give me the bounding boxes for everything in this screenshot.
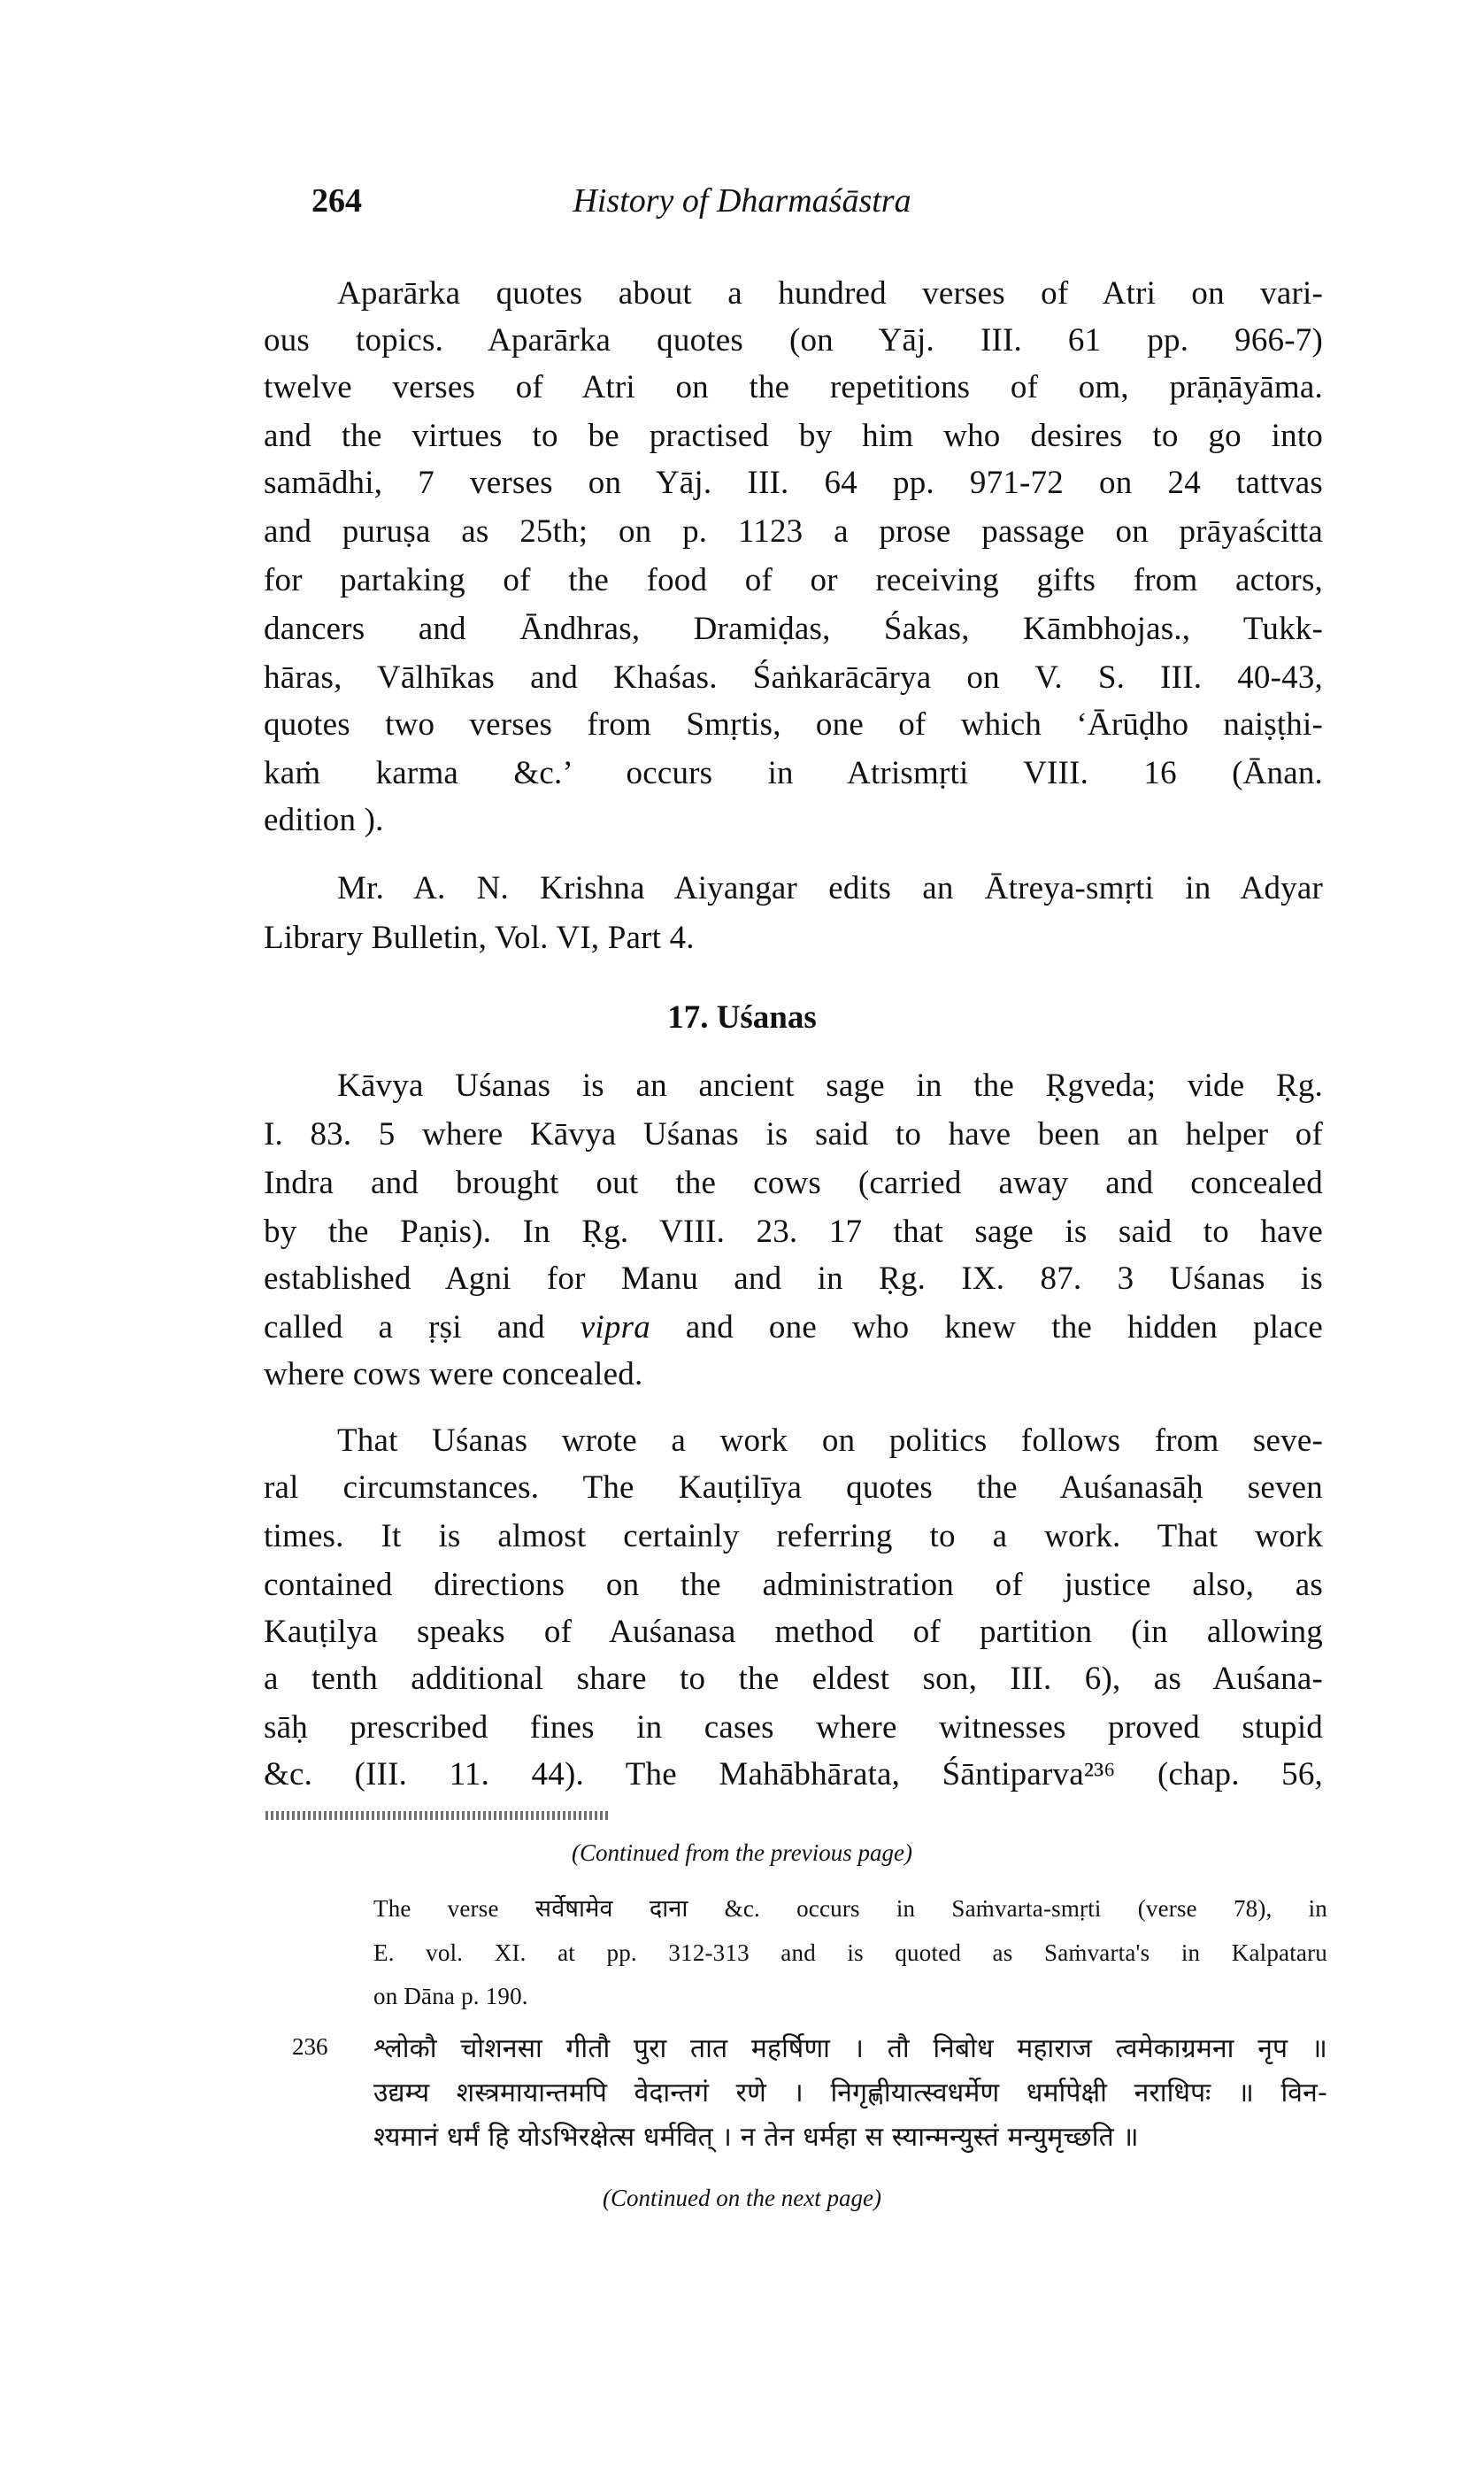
- footnote-line: E. vol. XI. at pp. 312-313 and is quoted as Saṁvarta's in Kalpataru: [373, 1939, 1327, 1966]
- footnote-236-line: श्यमानं धर्मं हि योऽभिरक्षेत्स धर्मवित् । न तेन धर्महा स स्यान्मन्युस्तं मन्युमृच्छति ॥: [373, 2122, 1139, 2153]
- paragraph-4-line: times. It is almost certainly referring to a work. That work: [264, 1518, 1323, 1554]
- italic-term: vipra: [580, 1309, 650, 1345]
- section-heading: 17. Uśanas: [667, 999, 817, 1036]
- paragraph-1-line: samādhi, 7 verses on Yāj. III. 64 pp. 971-72 on 24 tattvas: [264, 465, 1323, 501]
- paragraph-4-line: sāḥ prescribed fines in cases where witnesses proved stupid: [264, 1709, 1323, 1746]
- paragraph-4-line: Kauṭilya speaks of Auśanasa method of partition (in allowing: [264, 1614, 1323, 1650]
- footnote-divider: [265, 1811, 611, 1820]
- paragraph-3-line: I. 83. 5 where Kāvya Uśanas is said to have been an helper of: [264, 1116, 1323, 1153]
- footnote-236-line: उद्यम्य शस्त्रमायान्तमपि वेदान्तगं रणे । निगृह्णीयात्स्वधर्मेण धर्मापेक्षी नराधिपः ॥ विन-: [373, 2078, 1327, 2109]
- running-title: History of Dharmaśāstra: [573, 182, 911, 220]
- paragraph-3-line: Kāvya Uśanas is an ancient sage in the Ṛgveda; vide Ṛg.: [337, 1068, 1323, 1104]
- text-segment: and one who knew the hidden place: [650, 1309, 1323, 1345]
- paragraph-3-line: [264, 1308, 1323, 1347]
- paragraph-4-line: &c. (III. 11. 44). The Mahābhārata, Śāntiparva²³⁶ (chap. 56,: [264, 1756, 1323, 1792]
- paragraph-1-line: quotes two verses from Smṛtis, one of which ‘Ārūḍho naiṣṭhi-: [264, 706, 1323, 743]
- paragraph-3-line: Indra and brought out the cows (carried away and concealed: [264, 1165, 1323, 1201]
- text-segment: called a ṛṣi and: [264, 1309, 581, 1345]
- footnote-line: on Dāna p. 190.: [373, 1983, 528, 2009]
- paragraph-3-line: where cows were concealed.: [264, 1356, 643, 1392]
- paragraph-1-line: dancers and Āndhras, Dramiḍas, Śakas, Kāmbhojas., Tukk-: [264, 611, 1323, 647]
- paragraph-1-line: twelve verses of Atri on the repetitions of om, prāṇāyāma.: [264, 369, 1323, 405]
- paragraph-1-line: and the virtues to be practised by him who desires to go into: [264, 418, 1323, 454]
- paragraph-3-line: established Agni for Manu and in Ṛg. IX. 87. 3 Uśanas is: [264, 1260, 1323, 1297]
- paragraph-4-line: contained directions on the administration of justice also, as: [264, 1567, 1323, 1603]
- footnote-number-236: 236: [292, 2033, 328, 2060]
- paragraph-4-line: ral circumstances. The Kauṭilīya quotes the Auśanasāḥ seven: [264, 1469, 1323, 1506]
- paragraph-4-line: That Uśanas wrote a work on politics follows from seve-: [337, 1422, 1323, 1459]
- paragraph-1-line: kaṁ karma &c.’ occurs in Atrismṛti VIII. 16 (Ānan.: [264, 755, 1323, 791]
- paragraph-1-line: edition ).: [264, 802, 384, 838]
- footnote-line: The verse सर्वेषामेव दाना &c. occurs in Saṁvarta-smṛti (verse 78), in: [373, 1895, 1327, 1922]
- page-number: 264: [311, 182, 362, 220]
- paragraph-1-line: Aparārka quotes about a hundred verses of Atri on vari-: [337, 275, 1323, 312]
- paragraph-2-line: Mr. A. N. Krishna Aiyangar edits an Ātreya-smṛti in Adyar: [337, 870, 1323, 906]
- paragraph-1-line: for partaking of the food of or receiving gifts from actors,: [264, 562, 1323, 598]
- continued-on-note: (Continued on the next page): [603, 2185, 881, 2211]
- paragraph-1-line: and puruṣa as 25th; on p. 1123 a prose passage on prāyaścitta: [264, 513, 1323, 550]
- paragraph-4-line: a tenth additional share to the eldest son, III. 6), as Auśana-: [264, 1661, 1323, 1697]
- footnote-236-line: श्लोकौ चोशनसा गीतौ पुरा तात महर्षिणा । तौ निबोध महाराज त्वमेकाग्रमना नृप ॥: [373, 2033, 1327, 2064]
- paragraph-1-line: ous topics. Aparārka quotes (on Yāj. III. 61 pp. 966-7): [264, 322, 1323, 358]
- paragraph-2-line: Library Bulletin, Vol. VI, Part 4.: [264, 920, 695, 956]
- continued-from-note: (Continued from the previous page): [572, 1839, 912, 1866]
- paragraph-1-line: hāras, Vālhīkas and Khaśas. Śaṅkarācārya on V. S. III. 40-43,: [264, 659, 1323, 696]
- paragraph-3-line: by the Paṇis). In Ṛg. VIII. 23. 17 that sage is said to have: [264, 1214, 1323, 1250]
